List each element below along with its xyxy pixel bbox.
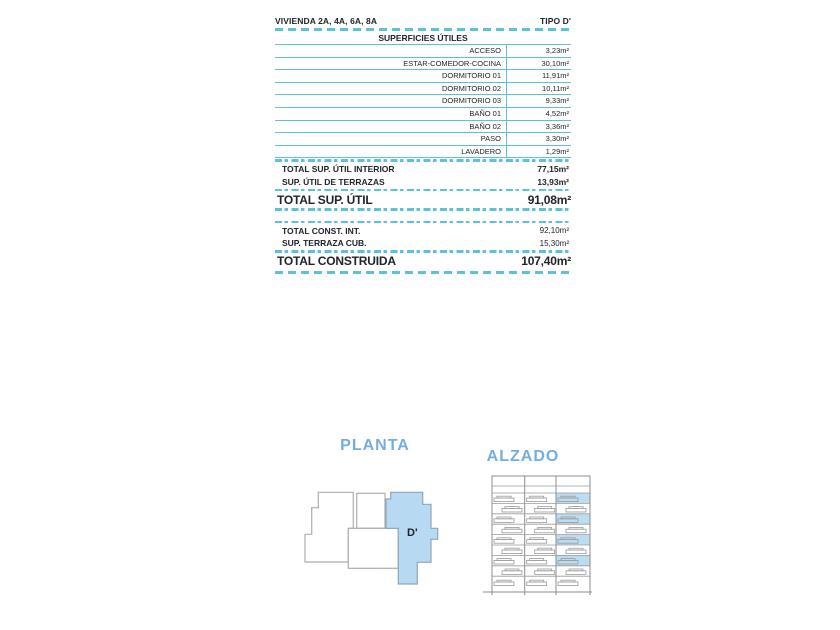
built-value: 92,10m² [539, 226, 569, 236]
surface-rows [275, 45, 571, 158]
plan-left-building [305, 492, 353, 562]
table-row [275, 83, 571, 96]
subtotal-label: TOTAL SUP. ÚTIL INTERIOR [282, 164, 395, 175]
table-row [275, 121, 571, 134]
subtotal-label: SUP. ÚTIL DE TERRAZAS [282, 176, 385, 187]
row-value: 4,52m² [545, 108, 569, 118]
dwelling-ids: VIVIENDA 2A, 4A, 6A, 8A [275, 16, 378, 26]
subtotal-value: 77,15m² [537, 164, 569, 175]
row-value: 3,30m² [545, 134, 569, 144]
row-label: DORMITORIO 01 [441, 71, 501, 81]
total-built-row [275, 254, 571, 269]
built-label: SUP. TERRAZA CUB. [282, 238, 367, 249]
total-util-row [275, 192, 571, 207]
row-label: BAÑO 02 [469, 121, 501, 131]
row-value: 30,10m² [541, 58, 569, 68]
row-value: 3,23m² [545, 46, 569, 55]
elevation-diagram [481, 474, 600, 604]
total-util-value: 91,08m² [527, 192, 571, 207]
dashed-divider [275, 221, 571, 224]
subtotal-value: 13,93m² [537, 176, 569, 187]
surfaces-table [275, 13, 571, 275]
row-label: PASO [480, 134, 501, 144]
row-label: LAVADERO [461, 146, 501, 156]
subtotal-row [275, 175, 571, 188]
total-built-label: TOTAL CONSTRUIDA [277, 254, 396, 269]
built-value: 15,30m² [539, 238, 569, 248]
row-label: BAÑO 01 [469, 108, 501, 118]
planta-title: PLANTA [340, 437, 410, 454]
row-value: 1,29m² [545, 146, 569, 156]
alzado-title: ALZADO [486, 448, 560, 465]
dashed-divider [275, 159, 571, 162]
built-label: TOTAL CONST. INT. [282, 225, 361, 236]
section-title: SUPERFICIES ÚTILES [275, 32, 571, 45]
row-label: DORMITORIO 02 [441, 83, 501, 93]
section-gap [275, 212, 571, 220]
total-built-value: 107,40m² [521, 254, 571, 269]
total-util-label: TOTAL SUP. ÚTIL [277, 192, 373, 207]
dashed-divider [275, 189, 571, 192]
table-row [275, 58, 571, 71]
built-row [275, 224, 571, 237]
row-label: DORMITORIO 03 [441, 96, 501, 106]
plan-mid-bottom-unit [348, 528, 398, 568]
table-row [275, 70, 571, 83]
row-value: 11,91m² [542, 71, 569, 81]
row-value: 10,11m² [542, 83, 569, 93]
table-row [275, 45, 571, 58]
plan-mid-top-unit [357, 493, 385, 528]
subtotal-row [275, 163, 571, 176]
dashed-divider [275, 271, 571, 274]
row-value: 9,33m² [545, 96, 569, 106]
floor-plan-diagram [300, 485, 470, 595]
table-row [275, 146, 571, 159]
table-row [275, 133, 571, 146]
row-label: ESTAR-COMEDOR-COCINA [403, 58, 501, 68]
dashed-divider [275, 208, 571, 211]
dashed-divider [275, 28, 571, 31]
table-header [275, 13, 571, 26]
dashed-divider [275, 250, 571, 253]
table-row [275, 108, 571, 121]
dwelling-type: TIPO D' [539, 16, 571, 26]
plan-unit-label: D' [407, 527, 418, 539]
column-divider [506, 45, 507, 158]
row-label: ACCESO [469, 46, 501, 55]
table-row [275, 95, 571, 108]
built-row [275, 237, 571, 250]
row-value: 3,36m² [545, 121, 569, 131]
